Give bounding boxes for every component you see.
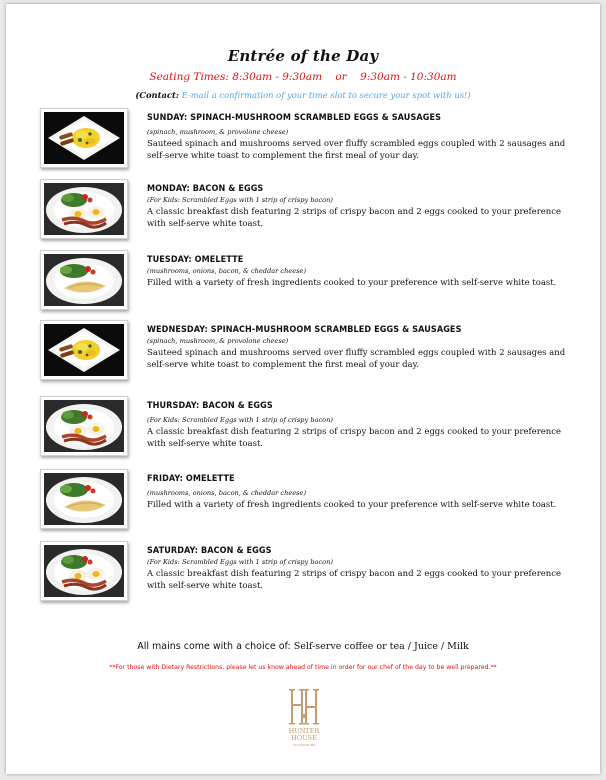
- scrambled-eggs-sausage-photo: [44, 112, 124, 164]
- day-heading: SATURDAY: BACON & EGGS: [147, 546, 272, 556]
- dish-photo: [40, 541, 128, 601]
- logo-tagline: VICTORIAN INN: [292, 743, 316, 747]
- day-heading: TUESDAY: OMELETTE: [147, 255, 244, 265]
- contact-note: [6, 90, 600, 100]
- day-heading: FRIDAY: OMELETTE: [147, 474, 235, 484]
- day-heading: SUNDAY: SPINACH-MUSHROOM SCRAMBLED EGGS & SAUSAGES: [147, 113, 442, 123]
- dish-photo: [40, 250, 128, 310]
- dish-photo: [40, 469, 128, 529]
- dish-description: A classic breakfast dish featuring 2 strips of crispy bacon and 2 eggs cooked to your preference with self-serve white toast.: [147, 427, 562, 449]
- dish-subtitle: (spinach, mushroom, & provolone cheese): [147, 128, 289, 136]
- dish-subtitle: (For Kids: Scrambled Eggs with 1 strip of crispy bacon): [147, 416, 333, 424]
- seating-second-slot: 9:30am - 10:30am: [360, 71, 457, 83]
- dish-subtitle: (spinach, mushroom, & provolone cheese): [147, 337, 289, 345]
- mains-label: All mains come with a choice of:: [137, 641, 291, 652]
- day-heading: WEDNESDAY: SPINACH-MUSHROOM SCRAMBLED EGGS & SAUSAGES: [147, 325, 462, 335]
- bacon-eggs-photo: [44, 400, 124, 452]
- logo-text-line1: HUNTER: [288, 727, 320, 735]
- dish-description: Sauteed spinach and mushrooms served over fluffy scrambled eggs coupled with 2 sausages and self-serve white toast to complement the first meal of your day.: [147, 139, 566, 161]
- hunter-house-logo: [278, 686, 330, 748]
- mains-options: Self-serve coffee or tea / Juice / Milk: [293, 641, 469, 652]
- dish-subtitle: (For Kids: Scrambled Eggs with 1 strip of crispy bacon): [147, 558, 333, 566]
- menu-entry-monday: [40, 179, 600, 241]
- dish-photo: [40, 108, 128, 168]
- dish-photo: [40, 396, 128, 456]
- menu-entry-thursday: [40, 396, 600, 458]
- menu-entry-tuesday: [40, 250, 600, 312]
- bacon-eggs-photo: [44, 545, 124, 597]
- dish-description: Filled with a variety of fresh ingredients cooked to your preference with self-serve white toast.: [147, 500, 557, 510]
- contact-label: (Contact:: [135, 90, 179, 100]
- contact-message: E-mail a confirmation of your time slot to secure your spot with us!): [181, 90, 471, 100]
- dish-subtitle: (mushrooms, onions, bacon, & cheddar cheese): [147, 267, 307, 275]
- page-title: Entrée of the Day: [227, 47, 379, 65]
- hh-monogram-icon: [278, 686, 330, 728]
- day-heading: MONDAY: BACON & EGGS: [147, 184, 264, 194]
- menu-page: [6, 4, 600, 774]
- dish-subtitle: (mushrooms, onions, bacon, & cheddar cheese): [147, 489, 307, 497]
- bacon-eggs-photo: [44, 183, 124, 235]
- dish-photo: [40, 179, 128, 239]
- dish-description: A classic breakfast dish featuring 2 strips of crispy bacon and 2 eggs cooked to your preference with self-serve white toast.: [147, 569, 562, 591]
- mains-note: [6, 641, 600, 652]
- menu-entry-friday: [40, 469, 600, 531]
- dish-photo: [40, 320, 128, 380]
- day-heading: THURSDAY: BACON & EGGS: [147, 401, 273, 411]
- omelette-photo: [44, 473, 124, 525]
- scrambled-eggs-sausage-photo: [44, 324, 124, 376]
- seating-or: or: [335, 71, 347, 83]
- dish-description: A classic breakfast dish featuring 2 strips of crispy bacon and 2 eggs cooked to your preference with self-serve white toast.: [147, 207, 562, 229]
- menu-entry-saturday: [40, 541, 600, 603]
- seating-first-slot: 8:30am - 9:30am: [232, 71, 323, 83]
- seating-times: [6, 71, 600, 83]
- dish-description: Sauteed spinach and mushrooms served over fluffy scrambled eggs coupled with 2 sausages and self-serve white toast to complement the first meal of your day.: [147, 348, 566, 370]
- dish-description: Filled with a variety of fresh ingredients cooked to your preference with self-serve white toast.: [147, 278, 557, 288]
- menu-entry-wednesday: [40, 320, 600, 382]
- seating-label: Seating Times:: [149, 71, 229, 83]
- dish-subtitle: (For Kids: Scrambled Eggs with 1 strip of crispy bacon): [147, 196, 333, 204]
- menu-entry-sunday: [40, 108, 600, 170]
- omelette-photo: [44, 254, 124, 306]
- logo-text-line2: HOUSE: [291, 734, 317, 742]
- dietary-note: **For those with Dietary Restrictions, please let us know ahead of time in order for our chef of the day to be well prepared.**: [109, 664, 497, 671]
